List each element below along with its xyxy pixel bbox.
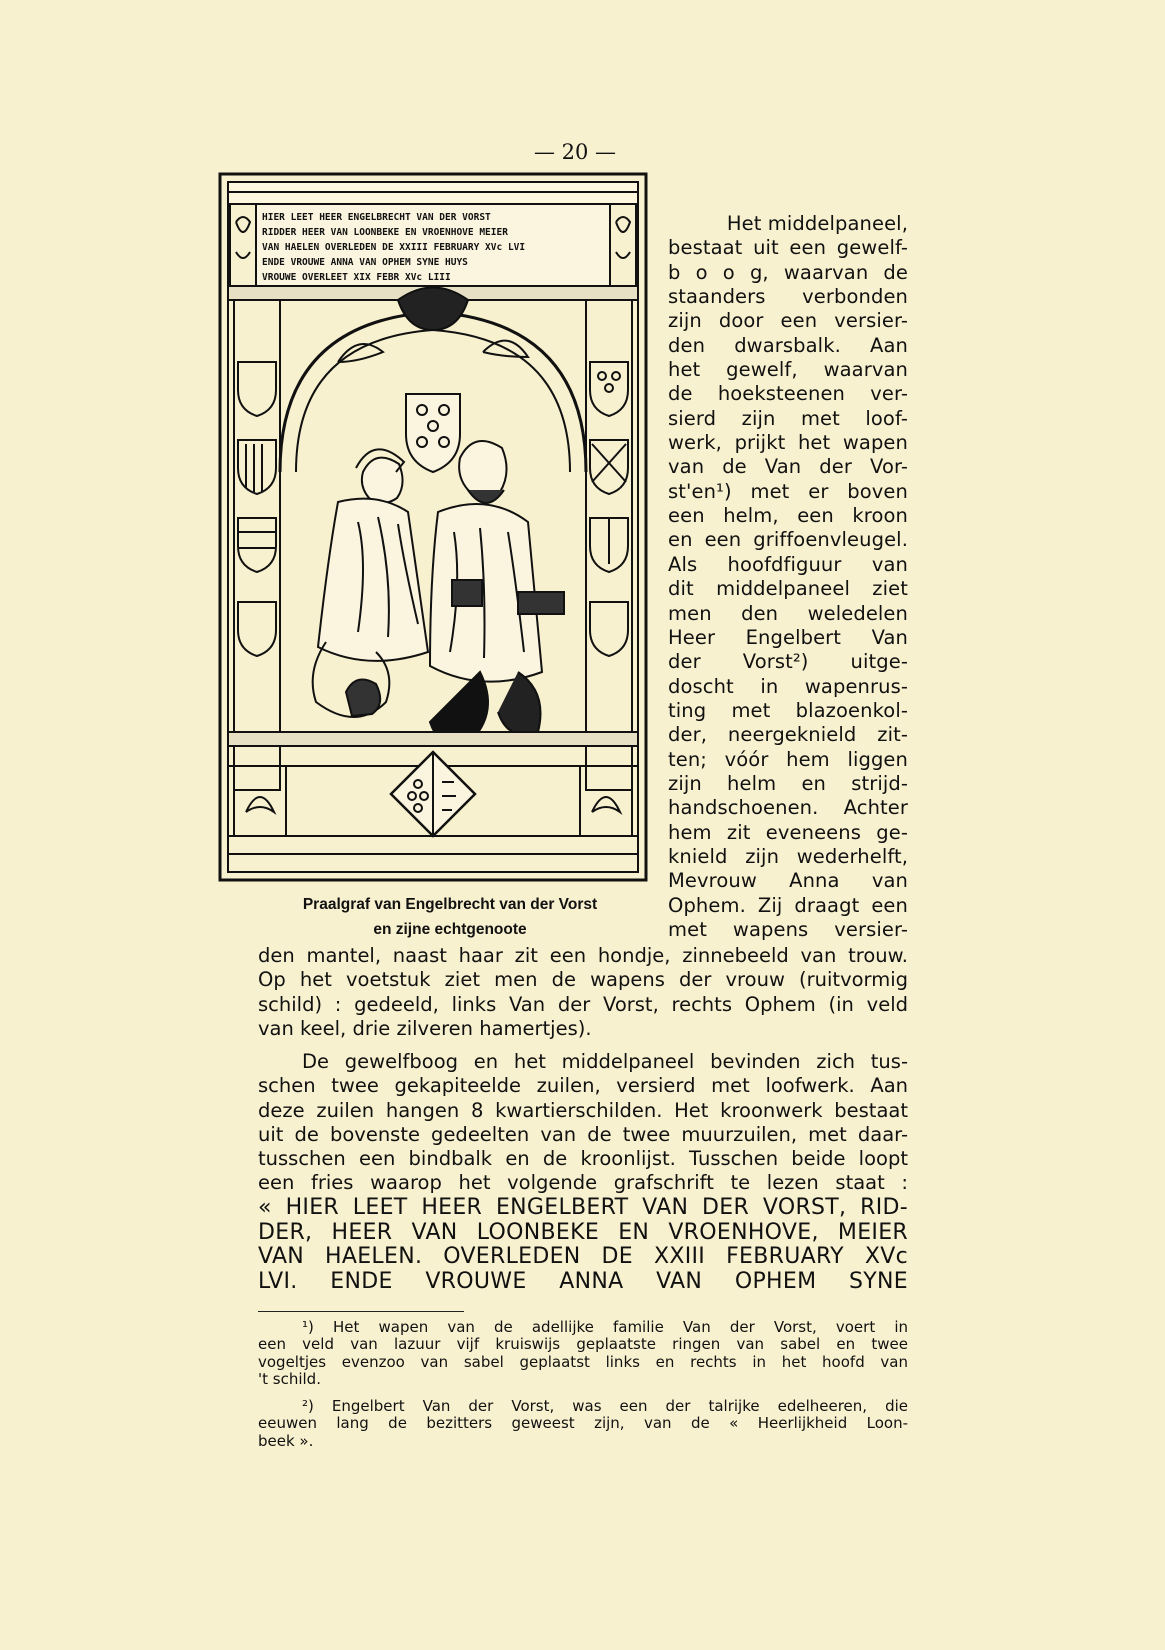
column-line: en een griffoenvleugel. — [668, 528, 908, 552]
column-line: ting met blazoenkol- — [668, 698, 908, 722]
paragraph-line: Op het voetstuk ziet men de wapens der vrouw (ruitvormig — [258, 968, 908, 992]
inscription-line-2: RIDDER HEER VAN LOONBEKE EN VROENHOVE MEIER — [262, 227, 508, 238]
epitaph-line: LVI. ENDE VROUWE ANNA VAN OPHEM SYNE — [258, 1268, 908, 1294]
column-line: de hoeksteenen ver- — [668, 382, 908, 406]
paragraph-line: schild) : gedeeld, links Van der Vorst, rechts Ophem (in veld — [258, 992, 908, 1016]
column-line: knield zijn wederhelft, — [668, 844, 908, 868]
footnote-2-line: eeuwen lang de bezitters geweest zijn, van de « Heerlijkheid Loon- — [258, 1414, 908, 1433]
column-line: handschoenen. Achter — [668, 796, 908, 820]
column-line: sierd zijn met loof- — [668, 406, 908, 430]
footnote-1-line: een veld van lazuur vijf kruiswijs geplaatste ringen van sabel en twee — [258, 1335, 908, 1354]
column-line: van de Van der Vor- — [668, 455, 908, 479]
column-line: bestaat uit een gewelf- — [668, 236, 908, 260]
column-line: Mevrouw Anna van — [668, 869, 908, 893]
footnote-divider — [258, 1311, 464, 1312]
column-line: men den weledelen — [668, 601, 908, 625]
tomb-engraving-image — [218, 172, 648, 884]
tomb-illustration — [218, 172, 648, 884]
column-line: werk, prijkt het wapen — [668, 431, 908, 455]
column-line: Ophem. Zij draagt een — [668, 893, 908, 917]
text-column-right — [668, 212, 908, 942]
epitaph-line: VAN HAELEN. OVERLEDEN DE XXIII FEBRUARY XVc — [258, 1244, 908, 1269]
footnote-1-line: 't schild. — [258, 1369, 321, 1388]
inscription-line-4: ENDE VROUWE ANNA VAN OPHEM SYNE HUYS — [262, 257, 468, 268]
column-line: der, neergeknield zit- — [668, 723, 908, 747]
column-line: een helm, een kroon — [668, 504, 908, 528]
column-line: het gewelf, waarvan — [668, 358, 908, 382]
figure-caption — [240, 892, 660, 942]
paragraph-1 — [258, 944, 908, 1041]
column-line: b o o g, waarvan de — [668, 260, 908, 284]
paragraph-line: den mantel, naast haar zit een hondje, zinnebeeld van trouw. — [258, 944, 908, 967]
footnote-2-line: beek ». — [258, 1431, 314, 1450]
inscription-line-5: VROUWE OVERLEET XIX FEBR XVc LIII — [262, 272, 451, 283]
column-line: st'en¹) met er boven — [668, 479, 908, 503]
inscription-line-3: VAN HAELEN OVERLEDEN DE XXIII FEBRUARY XVc LVI — [262, 242, 526, 253]
column-line: dit middelpaneel ziet — [668, 577, 908, 601]
column-line: staanders verbonden — [668, 285, 908, 309]
column-line: zijn door een versier- — [668, 309, 908, 333]
epitaph-line: « HIER LEET HEER ENGELBERT VAN DER VORST, RID- — [258, 1195, 908, 1220]
column-line: doscht in wapenrus- — [668, 674, 908, 698]
footnote-2-line: ²) Engelbert Van der Vorst, was een der talrijke edelheeren, die — [302, 1397, 908, 1416]
column-line: ten; vóór hem liggen — [668, 747, 908, 771]
paragraph-line: De gewelfboog en het middelpaneel bevinden zich tus- — [302, 1050, 908, 1073]
paragraph-line: deze zuilen hangen 8 kwartierschilden. Het kroonwerk bestaat — [258, 1098, 908, 1122]
column-line: met wapens versier- — [668, 917, 908, 941]
caption-line-2: en zijne echtgenoote — [373, 921, 527, 938]
paragraph-line: uit de bovenste gedeelten van de twee muurzuilen, met daar- — [258, 1122, 908, 1146]
paragraph-line: een fries waarop het volgende grafschrift te lezen staat : — [258, 1171, 908, 1195]
paragraph-line: schen twee gekapiteelde zuilen, versierd met loofwerk. Aan — [258, 1074, 908, 1098]
epitaph-line: DER, HEER VAN LOONBEKE EN VROENHOVE, MEIER — [258, 1219, 908, 1245]
page-number: — 20 — — [533, 140, 617, 164]
footnotes — [258, 1319, 908, 1450]
footnote-1-line: vogeltjes evenzoo van sabel geplaatst links en rechts in het hoofd van — [258, 1352, 908, 1371]
column-line: den dwarsbalk. Aan — [668, 333, 908, 357]
footnote-1-line: ¹) Het wapen van de adellijke familie Van der Vorst, voert in — [302, 1318, 908, 1336]
paragraph-line: van keel, drie zilveren hamertjes). — [258, 1016, 592, 1040]
inscription-line-1: HIER LEET HEER ENGELBRECHT VAN DER VORST — [262, 212, 491, 223]
caption-line-1: Praalgraf van Engelbrecht van der Vorst — [302, 896, 598, 913]
column-line: Als hoofdfiguur van — [668, 552, 908, 576]
epitaph-text — [258, 1196, 908, 1294]
column-line: zijn helm en strijd- — [668, 771, 908, 795]
column-line: Het middelpaneel, — [726, 212, 908, 235]
column-line: der Vorst²) uitge- — [668, 650, 908, 674]
column-line: Heer Engelbert Van — [668, 625, 908, 649]
paragraph-2 — [258, 1050, 908, 1196]
column-line: hem zit eveneens ge- — [668, 820, 908, 844]
paragraph-line: tusschen een bindbalk en de kroonlijst. Tusschen beide loopt — [258, 1147, 908, 1171]
